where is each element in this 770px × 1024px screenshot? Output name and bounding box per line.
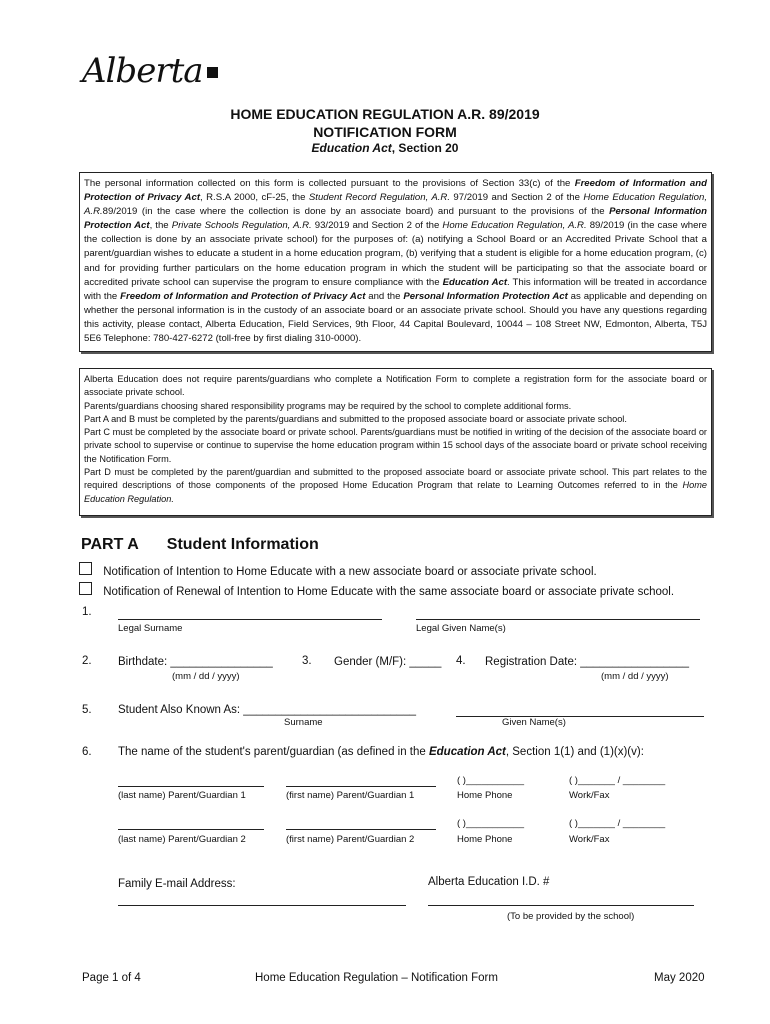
pg1-home-phone-label: Home Phone	[457, 790, 513, 801]
instruction-4: Part C must be completed by the associate board or private school. Parents/guardians must be notified in writing of the decision of the associate board or private school to supervise or continue to supervise the home education program within 15 school days of the associate board or private school receiving the Notification Form.	[84, 427, 707, 464]
family-email-field[interactable]	[118, 905, 406, 906]
pg1-work-fax-label: Work/Fax	[569, 790, 610, 801]
item-4-number: 4.	[456, 655, 466, 667]
privacy-notice	[79, 172, 712, 352]
regdate-format: (mm / dd / yyyy)	[601, 671, 669, 682]
registration-date-field[interactable]: Registration Date: _________________	[485, 656, 689, 668]
alberta-logo: Alberta	[82, 54, 218, 88]
privacy-segment: Personal Information Protection Act	[403, 290, 568, 302]
footer-title: Home Education Regulation – Notification Form	[255, 972, 498, 984]
privacy-segment: , the	[149, 220, 172, 232]
privacy-text	[84, 177, 707, 346]
footer-date: May 2020	[654, 972, 705, 984]
pg2-home-phone-label: Home Phone	[457, 834, 513, 845]
privacy-segment: 93/2019 and Section 2 of the	[311, 220, 443, 232]
ae-id-label: Alberta Education I.D. #	[428, 876, 550, 888]
pg2-last-label: (last name) Parent/Guardian 2	[118, 834, 246, 845]
item-6-number: 6.	[82, 746, 92, 758]
pg2-home-phone-field[interactable]: ( )___________	[457, 818, 525, 829]
item-5-number: 5.	[82, 704, 92, 716]
privacy-segment: Private Schools Regulation, A.R.	[171, 220, 312, 232]
option-new: Notification of Intention to Home Educate with a new associate board or associate private school.	[79, 562, 597, 578]
item-1-number: 1.	[82, 606, 92, 618]
also-known-as-field[interactable]: Student Also Known As: ___________________________	[118, 704, 416, 716]
family-email-label: Family E-mail Address:	[118, 878, 236, 890]
privacy-segment: Home Education Regulation, A.R.	[442, 220, 587, 232]
option-renewal: Notification of Renewal of Intention to Home Educate with the same associate board or associate private school.	[79, 582, 674, 598]
pg2-last-field[interactable]	[118, 829, 264, 830]
ae-id-field[interactable]	[428, 905, 694, 906]
privacy-segment: as applicable and depending on whether the personal information is in the custody of an associate board or an associate private school. Should you have any questions regarding this activity, please contact, Alberta Education, Field Services, 9th Floor, 44 Capital Boulevard, 10044 – 108 Street NW, Edmonton, Alberta, T5J 5E6 Telephone: 780-427-6272 (toll-free by first dialing 310-0000).	[84, 290, 708, 345]
form-title: HOME EDUCATION REGULATION A.R. 89/2019	[230, 106, 540, 122]
privacy-segment: Student Record Regulation, A.R.	[308, 192, 450, 204]
privacy-segment: 89/2019 (in the case where the collection is done by an associate private school) for the purposes of: (a) notifying a School Board or an Accredited Private School that a parent/guardian wishes to educate a student in a home education program, (b) verifying that a student is eligible for a home education program, (c) and for providing further particulars on the home education program in which the student will be participating so that the associate board or accredited private school can supervise the program to ensure compliance with the	[84, 220, 707, 288]
aka-given-field[interactable]	[456, 716, 704, 717]
gender-field[interactable]: Gender (M/F): _____	[334, 656, 442, 668]
privacy-segment: Education Act	[442, 276, 508, 288]
checkbox-renewal-icon[interactable]	[79, 582, 92, 595]
instruction-5: Part D must be completed by the parent/guardian and submitted to the proposed associate board or associate private school. This part relates to the required descriptions of those components of the proposed Home Education Program that relate to Learning Outcomes referred to in the Home Education Regulation.	[84, 467, 707, 504]
pg1-first-label: (first name) Parent/Guardian 1	[286, 790, 415, 801]
aka-given-label: Given Name(s)	[502, 717, 566, 728]
legal-given-field[interactable]	[416, 619, 700, 620]
parent-guardian-question: The name of the student's parent/guardian (as defined in the Education Act, Section 1(1) and (1)(x)(v):	[118, 746, 644, 758]
logo-mark-icon	[207, 67, 218, 78]
legal-surname-field[interactable]	[118, 619, 382, 620]
footer-page: Page 1 of 4	[82, 972, 141, 984]
ae-id-note: (To be provided by the school)	[507, 911, 635, 922]
instruction-1: Alberta Education does not require parents/guardians who complete a Notification Form to complete a registration form for the associate board or associate private school.	[84, 374, 707, 398]
part-a-heading: PART A Student Information	[81, 536, 319, 553]
pg1-work-fax-field[interactable]: ( )_______ / ________	[569, 775, 666, 786]
checkbox-new-icon[interactable]	[79, 562, 92, 575]
privacy-segment: and the	[365, 290, 404, 302]
pg1-first-field[interactable]	[286, 786, 436, 787]
pg1-last-label: (last name) Parent/Guardian 1	[118, 790, 246, 801]
privacy-segment: . This information will be treated in accordance with the	[84, 276, 707, 302]
privacy-segment: Freedom of Information and Protection of Privacy Act	[84, 178, 707, 204]
privacy-segment: The personal information collected on this form is collected pursuant to the provisions of Section 33(c) of the	[84, 178, 575, 189]
instruction-3: Part A and B must be completed by the parents/guardians and submitted to the proposed associate board or associate private school.	[84, 413, 627, 424]
privacy-segment: Personal Information Protection Act	[84, 206, 708, 232]
pg1-home-phone-field[interactable]: ( )___________	[457, 775, 525, 786]
act-reference: Education Act, Section 20	[311, 141, 459, 155]
pg2-work-fax-label: Work/Fax	[569, 834, 610, 845]
privacy-segment: 97/2019 and Section 2 of the	[450, 192, 584, 204]
aka-surname-label: Surname	[284, 717, 323, 728]
birthdate-field[interactable]: Birthdate: ________________	[118, 656, 273, 668]
privacy-segment: Freedom of Information and Protection of Privacy Act	[120, 290, 366, 302]
pg2-first-label: (first name) Parent/Guardian 2	[286, 834, 415, 845]
item-3-number: 3.	[302, 655, 312, 667]
item-2-number: 2.	[82, 655, 92, 667]
legal-surname-label: Legal Surname	[118, 623, 183, 634]
pg2-work-fax-field[interactable]: ( )_______ / ________	[569, 818, 666, 829]
pg2-first-field[interactable]	[286, 829, 436, 830]
privacy-segment: 89/2019 (in the case where the collection is done by an associate board) and pursuant to the provisions of the	[102, 206, 610, 218]
pg1-last-field[interactable]	[118, 786, 264, 787]
birthdate-format: (mm / dd / yyyy)	[172, 671, 240, 682]
legal-given-label: Legal Given Name(s)	[416, 623, 506, 634]
privacy-segment: , R.S.A 2000, cF-25, the	[200, 192, 309, 204]
instruction-2: Parents/guardians choosing shared responsibility programs may be required by the school to complete additional forms.	[84, 400, 572, 411]
privacy-segment: Home Education Regulation, A.R.	[84, 192, 707, 218]
instructions-box	[79, 368, 712, 516]
form-subtitle: NOTIFICATION FORM	[313, 124, 457, 140]
